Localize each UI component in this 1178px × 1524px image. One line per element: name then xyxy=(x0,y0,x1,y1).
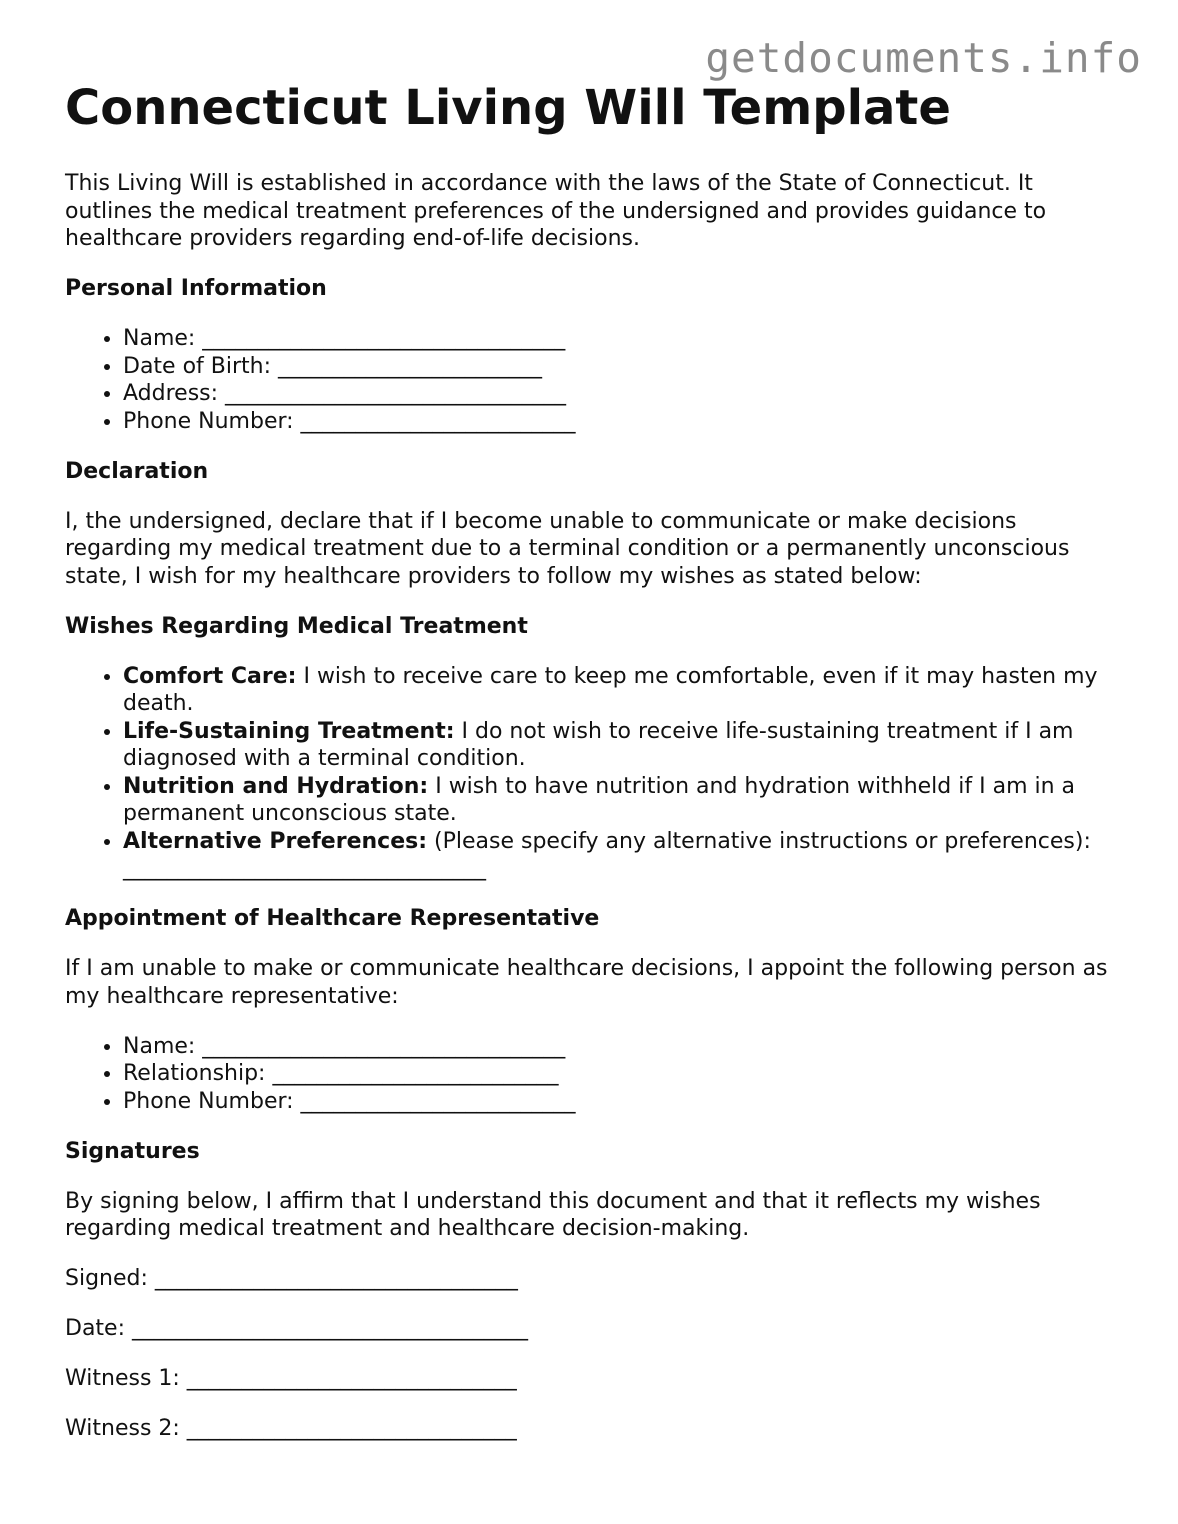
wish-text[interactable]: (Please specify any alternative instructions or preferences): _________________________________ xyxy=(123,828,1091,881)
wish-label: Alternative Preferences: xyxy=(123,828,428,854)
representative-paragraph: If I am unable to make or communicate healthcare decisions, I appoint the following person as my healthcare representative: xyxy=(65,956,1108,1009)
intro-paragraph: This Living Will is established in accordance with the laws of the State of Connecticut. It outlines the medical treatment preferences of the undersigned and provides guidance to healthcare providers regarding end-of-life decisions. xyxy=(65,171,1047,251)
witness-1-line[interactable]: Witness 1: ______________________________ xyxy=(65,1366,517,1391)
personal-info-heading: Personal Information xyxy=(65,276,327,301)
wish-label: Nutrition and Hydration: xyxy=(123,773,429,799)
signatures-heading: Signatures xyxy=(65,1138,200,1164)
name-field[interactable]: • Name: _________________________________ xyxy=(123,325,1125,353)
wish-label: Life-Sustaining Treatment: xyxy=(123,718,455,744)
page-title: Connecticut Living Will Template xyxy=(65,80,951,136)
witness-2-line[interactable]: Witness 2: ______________________________ xyxy=(65,1416,517,1441)
wish-text: I wish to have nutrition and hydration withheld if I am in a permanent unconscious state. xyxy=(123,773,1076,826)
wish-text: I wish to receive care to keep me comfortable, even if it may hasten my death. xyxy=(123,663,1098,716)
date-line[interactable]: Date: ____________________________________ xyxy=(65,1316,528,1341)
representative-heading: Appointment of Healthcare Representative xyxy=(65,906,600,931)
address-field[interactable]: • Address: _______________________________ xyxy=(123,380,1125,408)
declaration-paragraph: I, the undersigned, declare that if I become unable to communicate or make decisions regarding my medical treatment due to a terminal condition or a permanently unconscious state, I wish for my healthcare providers to follow my wishes as stated below: xyxy=(65,508,1070,589)
phone-number-field[interactable]: • Phone Number: _________________________ xyxy=(123,408,1125,436)
wishes-list xyxy=(65,663,1125,883)
declaration-heading: Declaration xyxy=(65,458,209,484)
signed-line[interactable]: Signed: _________________________________ xyxy=(65,1266,518,1291)
representative-relationship-field[interactable]: • Relationship: __________________________ xyxy=(123,1060,1125,1088)
wish-nutrition-hydration xyxy=(123,773,1125,828)
representative-phone-field[interactable]: • Phone Number: _________________________ xyxy=(123,1088,1125,1116)
representative-name-field[interactable]: • Name: _________________________________ xyxy=(123,1033,1125,1061)
wish-alternative-preferences[interactable] xyxy=(123,828,1125,883)
document-body xyxy=(65,170,1125,1465)
date-of-birth-field[interactable]: • Date of Birth: ________________________ xyxy=(123,353,1125,381)
representative-list xyxy=(65,1033,1125,1116)
wish-text: I do not wish to receive life-sustaining treatment if I am diagnosed with a terminal condition. xyxy=(123,718,1074,771)
watermark: getdocuments.info xyxy=(705,34,1142,82)
signatures-paragraph: By signing below, I affirm that I understand this document and that it reflects my wishes regarding medical treatment and healthcare decision-making. xyxy=(65,1188,1041,1241)
wishes-heading: Wishes Regarding Medical Treatment xyxy=(65,613,528,639)
personal-info-list xyxy=(65,325,1125,435)
wish-life-sustaining xyxy=(123,718,1125,773)
wish-comfort-care xyxy=(123,663,1125,718)
wish-label: Comfort Care: xyxy=(123,663,297,689)
